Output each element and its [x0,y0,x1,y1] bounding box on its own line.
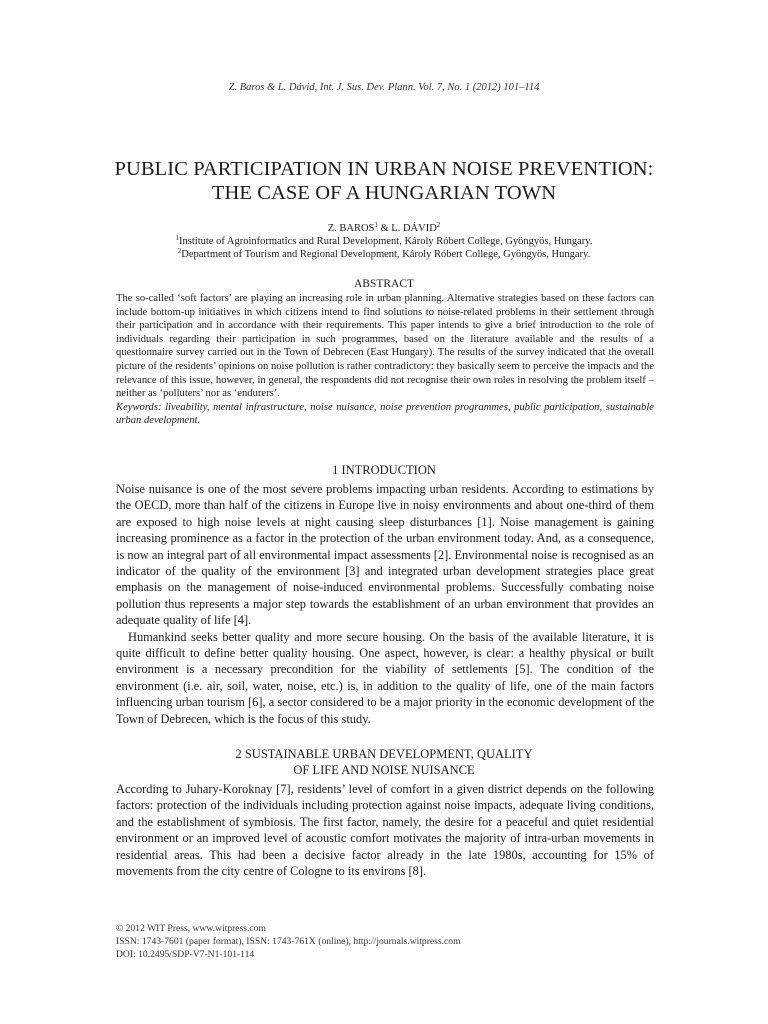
abstract [116,292,654,428]
title-line-1: PUBLIC PARTICIPATION IN URBAN NOISE PREVENTION: [114,158,654,180]
paper-title [80,157,688,205]
keywords: Keywords: liveability, mental infrastructure, noise nuisance, noise prevention programmes, public participation, sustainable urban development. [116,401,654,427]
affiliation-1-text: Institute of Agroinformatics and Rural Development, Károly Róbert College, Gyöngyös, Hungary. [179,236,593,247]
section-1-body [116,481,654,727]
author-block [0,222,768,261]
author-1-sup: 1 [374,221,378,229]
affiliation-1 [0,235,768,248]
author-1: Z. BAROS [327,223,375,234]
section-2-heading-line-1: 2 SUSTAINABLE URBAN DEVELOPMENT, QUALITY [235,747,533,761]
footer-copyright: © 2012 WIT Press, www.witpress.com [116,923,266,934]
running-head: Z. Baros & L. Dávid, Int. J. Sus. Dev. Plann. Vol. 7, No. 1 (2012) 101–114 [228,82,540,93]
author-line [0,222,768,235]
section-2-heading [0,746,768,778]
section-2-body [116,781,654,879]
affiliation-2-sup: 2 [177,247,182,255]
section-1-paragraph-2: Humankind seeks better quality and more secure housing. On the basis of the available literature, it is quite difficult to define better quality housing. One aspect, however, is clear: a healthy physical or built environment is a necessary precondition for the viability of settlements [5]. The condition of the environment (i.e. air, soil, water, noise, etc.) is, in addition to the quality of life, one of the main factors influencing urban tourism [6], a sector considered to be a major priority in the economic development of the Town of Debrecen, which is the focus of this study. [116,629,654,726]
affiliation-2 [0,248,768,261]
author-separator: & [377,223,392,234]
section-1-heading: 1 INTRODUCTION [332,463,436,477]
author-2-sup: 2 [436,221,441,229]
author-2: L. DÁVID [391,223,437,234]
affiliation-2-text: Department of Tourism and Regional Development, Károly Róbert College, Gyöngyös, Hungary. [181,249,591,260]
abstract-heading: ABSTRACT [353,278,415,290]
footer-doi: DOI: 10.2495/SDP-V7-N1-101-114 [116,949,255,960]
affiliation-1-sup: 1 [175,234,180,242]
section-2-paragraph-1: According to Juhary-Koroknay [7], residents’ level of comfort in a given district depends on the following factors: protection of the individuals including protection against noise impacts, adequate living conditions, and the establishment of symbiosis. The first factor, namely, the desire for a peaceful and quiet residential environment or an improved level of acoustic comfort motivates the majority of intra-urban movements in residential areas. This had been a decisive factor already in the late 1980s, accounting for 15% of movements from the city centre of Cologne to its environs [8]. [116,782,654,879]
title-line-2: THE CASE OF A HUNGARIAN TOWN [211,182,557,204]
footer-issn: ISSN: 1743-7601 (paper format), ISSN: 1743-761X (online), http://journals.witpress.com [116,936,461,947]
section-1-paragraph-1: Noise nuisance is one of the most severe problems impacting urban residents. According to estimations by the OECD, more than half of the citizens in Europe live in noisy environments and about one-third of them are exposed to high noise levels at night causing sleep disturbances [1]. Noise management is gaining increasing prominence as a factor in the protection of the urban environment today. And, as a consequence, is now an integral part of all environmental impact assessments [2]. Environmental noise is recognised as an indicator of the quality of the environment [3] and integrated urban development strategies place great emphasis on the management of noise-induced environmental problems. Successfully combating noise pollution thus represents a major step towards the establishment of an urban environment that provides an adequate quality of life [4]. [116,482,654,628]
section-2-heading-line-2: OF LIFE AND NOISE NUISANCE [293,763,475,777]
footer [116,922,654,961]
abstract-text: The so-called ‘soft factors’ are playing an increasing role in urban planning. Alternative strategies based on these factors can include bottom-up initiatives in which citizens intend to find solutions to noise-related problems in their settlement through their participation and in accordance with their requirements. This paper intends to give a brief introduction to the role of individuals regarding their participation in such programmes, based on the literature available and the results of a questionnaire survey carried out in the Town of Debrecen (East Hungary). The results of the survey indicated that the overall picture of the residents’ opinions on noise pollution is rather contradictory: they basically seem to perceive the impacts and the relevance of this issue, however, in general, the respondents did not recognise their own roles in resolving the problem itself – neither as ‘polluters’ nor as ‘endurers’. [116,293,654,400]
